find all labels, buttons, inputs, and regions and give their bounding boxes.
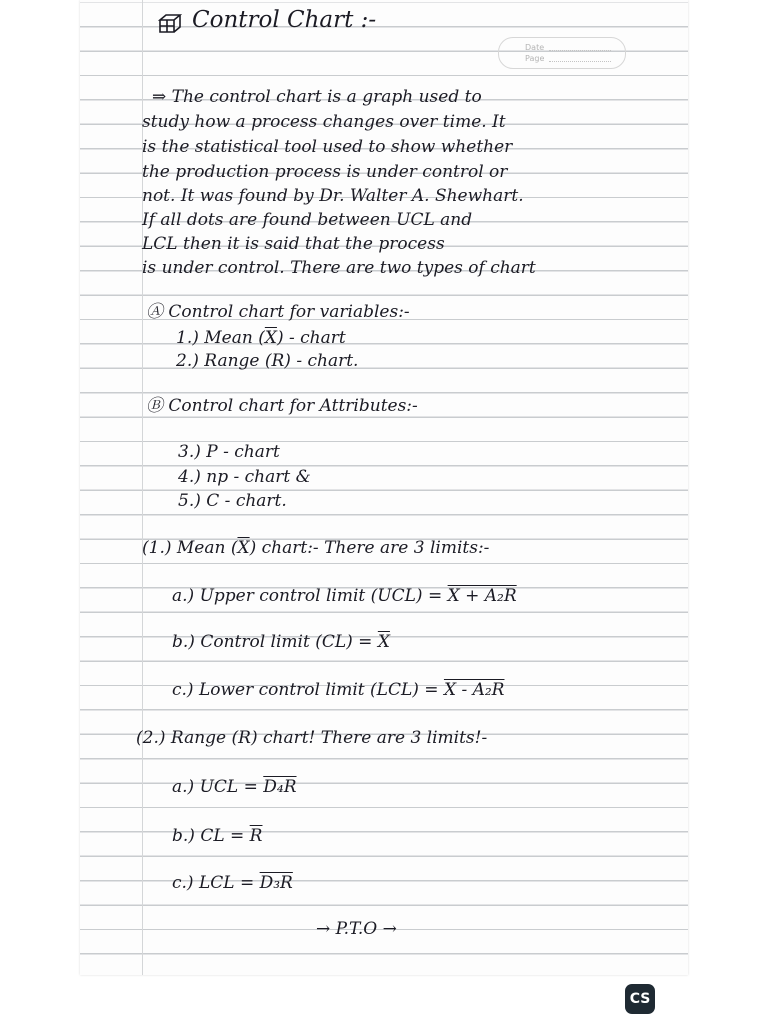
limit-label: c.) Lower control limit (LCL) = xyxy=(172,680,444,700)
item-suffix: ) - chart xyxy=(276,328,346,348)
range-chart-heading: (2.) Range (R) chart! There are 3 limits!- xyxy=(136,728,488,748)
limit-formula: $\overline{X}$ xyxy=(377,632,390,652)
limit-formula: $\overline{R}$ xyxy=(249,826,263,846)
limit-formula: X - A₂R xyxy=(443,680,505,700)
date-label: Date xyxy=(525,43,545,52)
limit-formula: X + A₂R xyxy=(447,586,517,606)
section-a-item: 2.) Range (R) - chart. xyxy=(176,351,359,371)
mean-chart-heading xyxy=(142,538,489,558)
box-bullet-icon xyxy=(158,12,182,34)
item-prefix: 1.) Mean ( xyxy=(176,328,265,348)
pto-note: → P.T.O → xyxy=(316,919,397,939)
intro-line: is under control. There are two types of chart xyxy=(142,258,536,278)
section-b-item: 5.) C - chart. xyxy=(178,491,287,511)
intro-line: LCL then it is said that the process xyxy=(142,234,445,254)
scanner-logo: CS xyxy=(625,984,655,1014)
limit-label: c.) LCL = xyxy=(172,873,260,893)
range-limit-cl xyxy=(172,826,262,846)
mean-limit-ucl xyxy=(172,586,517,606)
date-page-stamp xyxy=(498,37,626,69)
mean-limit-cl xyxy=(172,632,390,652)
limit-formula: D₄R xyxy=(263,777,297,797)
limit-label: b.) Control limit (CL) = xyxy=(172,632,378,652)
range-limit-lcl xyxy=(172,873,293,893)
mean-limit-lcl xyxy=(172,680,504,700)
section-a-heading: Ⓐ Control chart for variables:- xyxy=(146,302,410,322)
intro-line: If all dots are found between UCL and xyxy=(142,210,473,230)
intro-line: study how a process changes over time. It xyxy=(142,112,506,132)
page-title: Control Chart :- xyxy=(192,7,377,33)
x-bar-symbol: $\overline{X}$ xyxy=(237,538,250,558)
limit-label: a.) Upper control limit (UCL) = xyxy=(172,586,448,606)
section-b-heading: Ⓑ Control chart for Attributes:- xyxy=(146,396,418,416)
limit-label: b.) CL = xyxy=(172,826,250,846)
limit-label: a.) UCL = xyxy=(172,777,264,797)
section-a-item xyxy=(176,328,346,348)
notebook-page xyxy=(80,0,688,975)
section-b-item: 3.) P - chart xyxy=(178,442,280,462)
heading-suffix: ) chart:- There are 3 limits:- xyxy=(249,538,490,558)
intro-line: is the statistical tool used to show whether xyxy=(142,137,513,157)
section-b-item: 4.) np - chart & xyxy=(178,467,311,487)
page-label: Page xyxy=(525,54,545,63)
limit-formula: D₃R xyxy=(259,873,293,893)
x-bar-symbol: $\overline{X}$ xyxy=(264,328,277,348)
heading-prefix: (1.) Mean ( xyxy=(142,538,238,558)
intro-line: the production process is under control or xyxy=(142,162,508,182)
intro-line: ⇒ The control chart is a graph used to xyxy=(152,87,482,107)
intro-line: not. It was found by Dr. Walter A. Shewhart. xyxy=(142,186,524,206)
range-limit-ucl xyxy=(172,777,297,797)
